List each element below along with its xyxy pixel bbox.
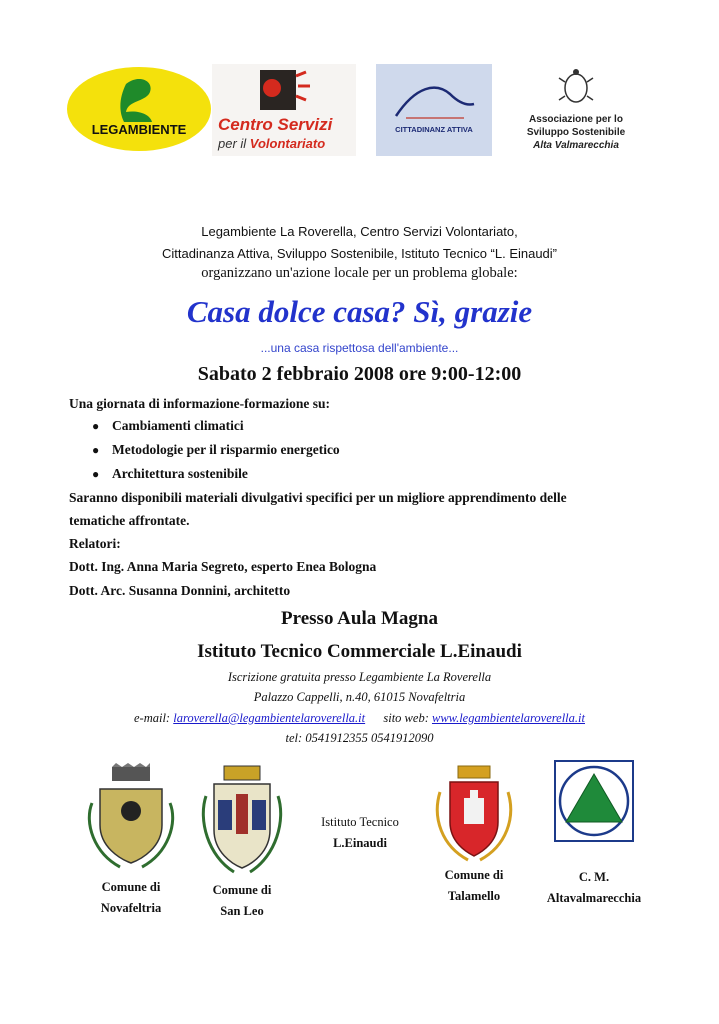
bullet-item [92, 466, 248, 482]
speakers-label: Relatori: [69, 536, 121, 551]
contact-line-1: Iscrizione gratuita presso Legambiente La Roverella [227, 670, 492, 684]
novafeltria-label-2: Novafeltria [100, 901, 162, 915]
assoc-line3: Alta Valmarecchia [533, 140, 619, 151]
cittadinanza-wordmark: CITTADINANZ ATTIVA [395, 125, 473, 134]
materials-line-2: tematiche affrontate. [69, 513, 190, 528]
talamello-label-2: Talamello [447, 889, 501, 903]
csv-word-peril: per il [218, 136, 250, 151]
san-leo-label [190, 880, 294, 922]
csv-word-servizi: Servizi [277, 115, 333, 134]
comunita-montana-logo [554, 760, 634, 842]
body-lead: Una giornata di informazione-formazione su: [69, 396, 330, 411]
centro-servizi-logo [212, 64, 356, 156]
event-title: Casa dolce casa? Sì, grazie [186, 294, 533, 329]
istituto-label-2: L.Einaudi [333, 836, 387, 850]
intro-line-2: Cittadinanza Attiva, Sviluppo Sostenibile, Istituto Tecnico “L. Einaudi” [161, 246, 558, 261]
bullet-text: Architettura sostenibile [112, 466, 248, 481]
email-link[interactable]: laroverella@legambientelaroverella.it [173, 711, 366, 725]
cm-label [530, 867, 658, 909]
bullet-text: Metodologie per il risparmio energetico [112, 442, 340, 457]
event-subtitle: ...una casa rispettosa dell'ambiente... [260, 341, 459, 355]
legambiente-logo [66, 66, 212, 152]
assoc-line1: Associazione per lo [529, 114, 623, 125]
contact-line-2: Palazzo Cappelli, n.40, 61015 Novafeltria [253, 690, 466, 704]
talamello-crest [428, 762, 520, 866]
bullet-dot-icon: ● [92, 467, 100, 481]
intro-line-1: Legambiente La Roverella, Centro Servizi Volontariato, [201, 224, 518, 239]
site-label: sito web: [383, 711, 432, 725]
csv-word-volontariato: Volontariato [249, 136, 326, 151]
talamello-label [422, 865, 526, 907]
bullet-item [92, 442, 340, 458]
intro-line-3: organizzano un'azione locale per un problema globale: [201, 265, 518, 281]
email-label: e-mail: [134, 711, 174, 725]
novafeltria-crest [80, 763, 182, 875]
event-date: Sabato 2 febbraio 2008 ore 9:00-12:00 [197, 363, 522, 385]
venue-line-2: Istituto Tecnico Commerciale L.Einaudi [197, 641, 522, 662]
csv-word-centro: Centro [218, 115, 278, 134]
novafeltria-label [80, 877, 182, 919]
talamello-label-1: Comune di [444, 868, 504, 882]
venue-line-1: Presso Aula Magna [281, 608, 438, 629]
istituto-label [302, 812, 418, 854]
cittadinanza-attiva-logo [376, 64, 492, 156]
svg-text:Centro Servizi [218, 115, 334, 134]
bullet-dot-icon: ● [92, 443, 100, 457]
speaker-1: Dott. Ing. Anna Maria Segreto, esperto Enea Bologna [69, 559, 377, 574]
san-leo-crest [196, 760, 288, 880]
bullet-item [92, 418, 244, 434]
san-leo-label-1: Comune di [212, 883, 272, 897]
contact-links [0, 711, 719, 726]
svg-text:per il Volontariato [217, 136, 325, 151]
cm-label-2: Altavalmarecchia [546, 891, 642, 905]
novafeltria-label-1: Comune di [101, 880, 161, 894]
bullet-dot-icon: ● [92, 419, 100, 433]
contact-phone: tel: 0541912355 0541912090 [285, 731, 434, 745]
website-link[interactable]: www.legambientelaroverella.it [431, 711, 585, 725]
materials-line-1: Saranno disponibili materiali divulgativi specifici per un migliore apprendimento delle [69, 490, 567, 505]
bullet-text: Cambiamenti climatici [112, 418, 244, 433]
istituto-label-1: Istituto Tecnico [321, 815, 399, 829]
assoc-line2: Sviluppo Sostenibile [526, 127, 626, 138]
san-leo-label-2: San Leo [220, 904, 264, 918]
legambiente-wordmark: LEGAMBIENTE [91, 122, 187, 137]
cm-label-1: C. M. [578, 870, 610, 884]
associazione-logo [516, 66, 636, 158]
speaker-2: Dott. Arc. Susanna Donnini, architetto [69, 583, 291, 598]
